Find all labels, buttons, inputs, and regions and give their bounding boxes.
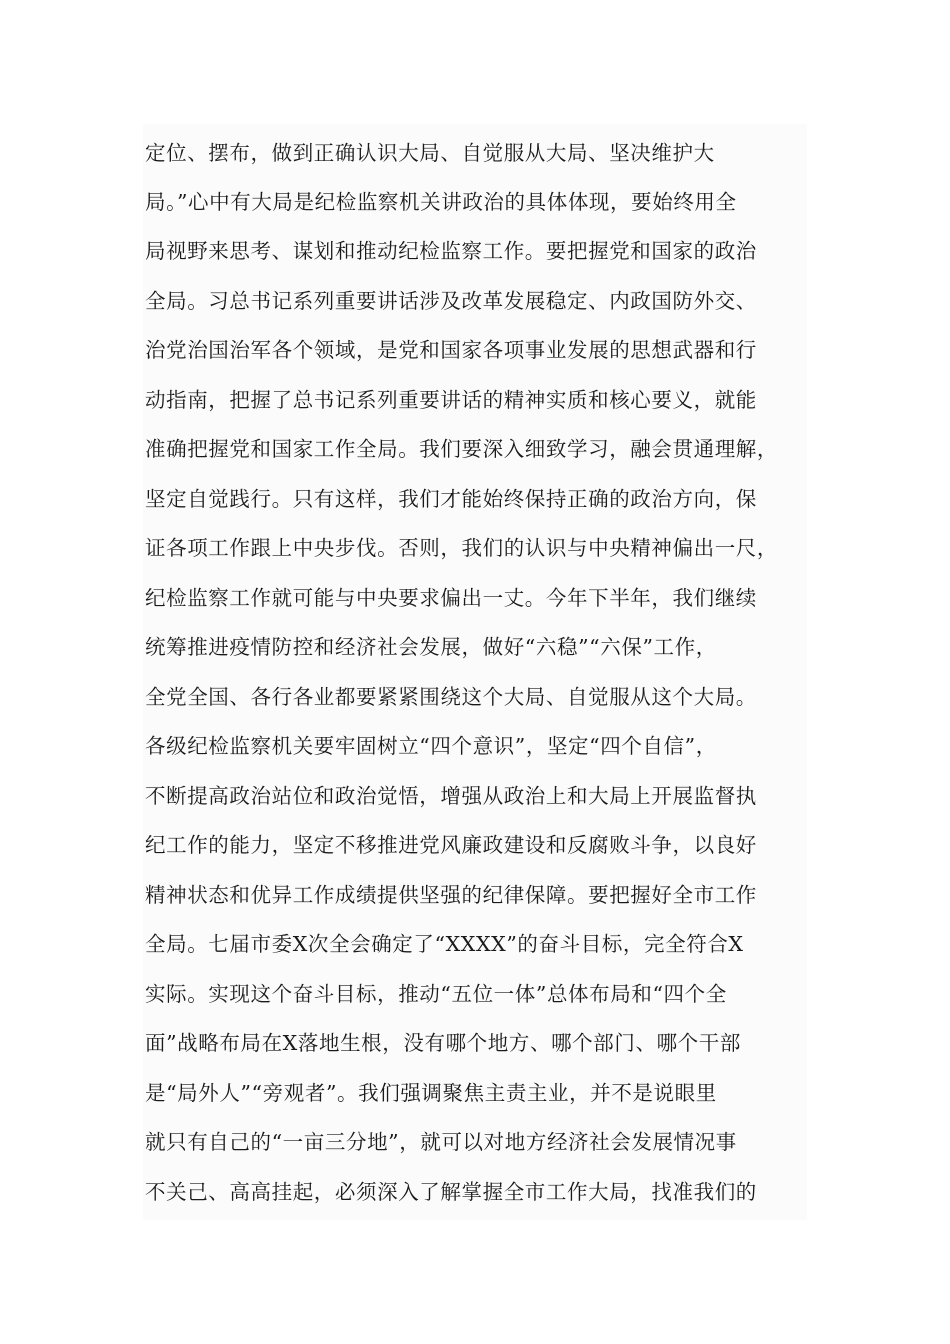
paragraph-line: 各级纪检监察机关要牢固树立“四个意识”，坚定“四个自信”，	[145, 734, 717, 758]
paragraph-line: 治党治国治军各个领域，是党和国家各项事业发展的思想武器和行	[145, 338, 757, 362]
paragraph-line: 不关己、高高挂起，必须深入了解掌握全市工作大局，找准我们的	[145, 1180, 757, 1204]
paragraph-line: 精神状态和优异工作成绩提供坚强的纪律保障。要把握好全市工作	[145, 883, 757, 907]
paragraph-line: 纪工作的能力，坚定不移推进党风廉政建设和反腐败斗争，以良好	[145, 833, 757, 857]
paragraph-line: 准确把握党和国家工作全局。我们要深入细致学习，融会贯通理解，	[145, 437, 778, 461]
paragraph-line: 局视野来思考、谋划和推动纪检监察工作。要把握党和国家的政治	[145, 239, 757, 263]
paragraph-line: 局。”心中有大局是纪检监察机关讲政治的具体体现，要始终用全	[145, 190, 737, 214]
paragraph-line: 就只有自己的“一亩三分地”，就可以对地方经济社会发展情况事	[145, 1130, 737, 1154]
paragraph-line: 坚定自觉践行。只有这样，我们才能始终保持正确的政治方向，保	[145, 487, 757, 511]
paragraph-line: 定位、摆布，做到正确认识大局、自觉服从大局、坚决维护大	[145, 141, 715, 165]
paragraph-line: 是“局外人”“旁观者”。我们强调聚焦主责主业，并不是说眼里	[145, 1081, 717, 1105]
paragraph-line: 全局。七届市委X次全会确定了“XXXX”的奋斗目标，完全符合X	[145, 932, 744, 956]
paragraph-line: 动指南，把握了总书记系列重要讲话的精神实质和核心要义，就能	[145, 388, 757, 412]
paragraph-line: 不断提高政治站位和政治觉悟，增强从政治上和大局上开展监督执	[145, 784, 757, 808]
paragraph-line: 全党全国、各行各业都要紧紧围绕这个大局、自觉服从这个大局。	[145, 685, 757, 709]
paragraph-line: 纪检监察工作就可能与中央要求偏出一丈。今年下半年，我们继续	[145, 586, 757, 610]
document-body	[143, 124, 807, 1220]
paragraph-line: 全局。习总书记系列重要讲话涉及改革发展稳定、内政国防外交、	[145, 289, 757, 313]
paragraph-line: 实际。实现这个奋斗目标，推动“五位一体”总体布局和“四个全	[145, 982, 727, 1006]
paragraph-line: 面”战略布局在X落地生根，没有哪个地方、哪个部门、哪个干部	[145, 1031, 741, 1055]
paragraph-line: 统筹推进疫情防控和经济社会发展，做好“六稳”“六保”工作，	[145, 635, 717, 659]
paragraph-line: 证各项工作跟上中央步伐。否则，我们的认识与中央精神偏出一尺，	[145, 536, 778, 560]
